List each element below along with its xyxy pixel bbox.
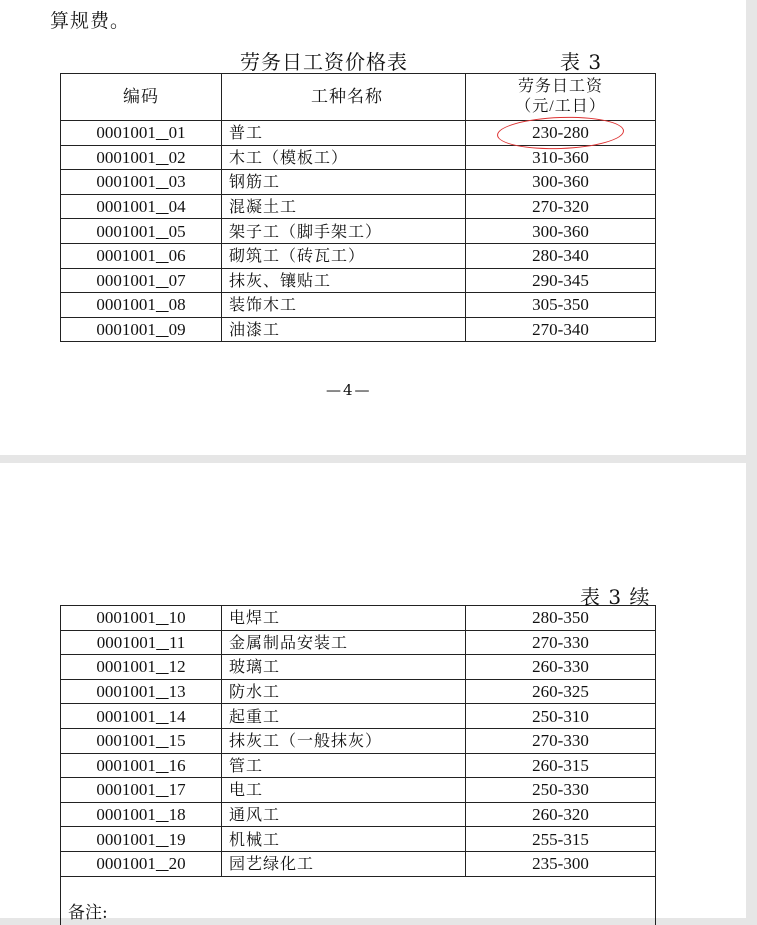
row-code-separator: [156, 756, 169, 775]
row-code-separator: [156, 854, 169, 873]
row-code-separator: [156, 172, 169, 191]
row-daily-wage: 300-360: [466, 219, 656, 244]
row-trade-name: 砌筑工（砖瓦工）: [222, 243, 466, 268]
table-row: [61, 145, 656, 170]
table-row: [61, 268, 656, 293]
table-row: [61, 194, 656, 219]
row-code: [61, 268, 222, 293]
table-row: [61, 317, 656, 342]
row-code-prefix: 0001001: [96, 682, 156, 702]
table-row: [61, 679, 656, 704]
row-code-suffix: 07: [168, 270, 186, 290]
header-wage-line1: 劳务日工资: [517, 78, 603, 95]
row-daily-wage: 290-345: [466, 268, 656, 293]
header-code: 编码: [61, 74, 222, 121]
row-daily-wage: 280-340: [466, 243, 656, 268]
row-code: [61, 194, 222, 219]
row-code-separator: [156, 123, 169, 142]
row-trade-name: 管工: [222, 753, 466, 778]
row-code-separator: [156, 148, 169, 167]
row-code-prefix: 0001001: [96, 172, 156, 192]
row-code-prefix: 0001001: [96, 147, 156, 167]
document-page-1: [0, 0, 746, 455]
row-trade-name: 金属制品安装工: [222, 630, 466, 655]
row-code-suffix: 05: [168, 221, 186, 241]
row-code-separator: [156, 608, 169, 627]
table-row: [61, 728, 656, 753]
table-row: [61, 802, 656, 827]
row-daily-wage: 280-350: [466, 606, 656, 631]
row-code-prefix: 0001001: [96, 854, 156, 874]
note-row: [61, 876, 656, 925]
table-row: [61, 243, 656, 268]
row-code-suffix: 16: [168, 755, 186, 775]
row-daily-wage: 260-320: [466, 802, 656, 827]
row-daily-wage: 235-300: [466, 851, 656, 876]
row-code-prefix: 0001001: [96, 780, 156, 800]
row-code-prefix: 0001001: [96, 270, 156, 290]
row-trade-name: 架子工（脚手架工）: [222, 219, 466, 244]
row-code-prefix: 0001001: [96, 657, 156, 677]
row-code-suffix: 19: [168, 829, 186, 849]
row-trade-name: 机械工: [222, 827, 466, 852]
row-code-separator: [156, 731, 169, 750]
row-trade-name: 园艺绿化工: [222, 851, 466, 876]
row-code-suffix: 02: [168, 147, 186, 167]
row-code: [61, 851, 222, 876]
row-daily-wage: 310-360: [466, 145, 656, 170]
row-code: [61, 778, 222, 803]
table-number-continued: 表 3 续: [580, 585, 651, 609]
row-code-separator: [156, 633, 169, 652]
row-code-suffix: 17: [168, 780, 186, 800]
row-trade-name: 油漆工: [222, 317, 466, 342]
row-code-suffix: 14: [168, 706, 186, 726]
wage-table: [60, 73, 656, 342]
row-trade-name: 装饰木工: [222, 293, 466, 318]
header-name: 工种名称: [222, 74, 466, 121]
table-row: [61, 170, 656, 195]
row-code-separator: [156, 271, 169, 290]
row-code-separator: [156, 320, 169, 339]
table-number: 表 3: [560, 50, 603, 74]
row-code-suffix: 06: [168, 246, 186, 266]
header-wage: [466, 74, 656, 121]
row-code-prefix: 0001001: [96, 805, 156, 825]
page-number: —4—: [326, 381, 372, 399]
row-code-prefix: 0001001: [96, 197, 156, 217]
row-code-prefix: 0001001: [96, 829, 156, 849]
row-code-prefix: 0001001: [96, 295, 156, 315]
row-code-suffix: 12: [168, 657, 186, 677]
table-row: [61, 851, 656, 876]
row-code: [61, 121, 222, 146]
row-code-suffix: 11: [168, 632, 186, 652]
row-code-suffix: 18: [168, 805, 186, 825]
row-code-separator: [156, 657, 169, 676]
row-code: [61, 728, 222, 753]
row-code-suffix: 10: [168, 608, 186, 628]
row-code-separator: [156, 707, 169, 726]
row-trade-name: 通风工: [222, 802, 466, 827]
table-row: [61, 827, 656, 852]
table-row: [61, 778, 656, 803]
row-daily-wage: 270-330: [466, 630, 656, 655]
row-daily-wage: 260-315: [466, 753, 656, 778]
row-daily-wage: 270-320: [466, 194, 656, 219]
row-daily-wage: 230-280: [466, 121, 656, 146]
row-daily-wage: 255-315: [466, 827, 656, 852]
row-code-prefix: 0001001: [96, 632, 157, 652]
row-code: [61, 630, 222, 655]
row-code-suffix: 08: [168, 295, 186, 315]
row-daily-wage: 260-325: [466, 679, 656, 704]
row-trade-name: 电焊工: [222, 606, 466, 631]
header-wage-line2: （元/工日）: [515, 98, 606, 115]
row-daily-wage: 300-360: [466, 170, 656, 195]
wage-table-continued: [60, 605, 656, 925]
row-trade-name: 混凝土工: [222, 194, 466, 219]
note-label: 备注:: [61, 876, 656, 925]
row-daily-wage: 250-330: [466, 778, 656, 803]
row-code-prefix: 0001001: [96, 608, 156, 628]
row-code: [61, 243, 222, 268]
row-trade-name: 钢筋工: [222, 170, 466, 195]
row-code-separator: [156, 222, 169, 241]
row-trade-name: 防水工: [222, 679, 466, 704]
row-code: [61, 170, 222, 195]
row-trade-name: 普工: [222, 121, 466, 146]
row-code-suffix: 04: [168, 197, 186, 217]
row-code-suffix: 20: [168, 854, 186, 874]
row-trade-name: 电工: [222, 778, 466, 803]
table-title: 劳务日工资价格表: [240, 50, 408, 74]
row-code-prefix: 0001001: [96, 221, 156, 241]
table-row: [61, 219, 656, 244]
row-code: [61, 802, 222, 827]
row-daily-wage: 270-330: [466, 728, 656, 753]
row-daily-wage: 270-340: [466, 317, 656, 342]
table-row: [61, 121, 656, 146]
row-code-prefix: 0001001: [96, 706, 156, 726]
row-code-separator: [156, 780, 169, 799]
row-code-prefix: 0001001: [96, 320, 156, 340]
row-code-suffix: 03: [168, 172, 186, 192]
table-row: [61, 606, 656, 631]
row-code: [61, 655, 222, 680]
row-trade-name: 起重工: [222, 704, 466, 729]
table-row: [61, 655, 656, 680]
row-trade-name: 玻璃工: [222, 655, 466, 680]
row-code-suffix: 15: [168, 731, 186, 751]
row-code-suffix: 01: [168, 123, 186, 143]
row-trade-name: 抹灰工（一般抹灰）: [222, 728, 466, 753]
row-code: [61, 827, 222, 852]
row-code-prefix: 0001001: [96, 123, 156, 143]
row-code-separator: [156, 682, 169, 701]
row-daily-wage: 305-350: [466, 293, 656, 318]
row-code-separator: [156, 246, 169, 265]
row-code-separator: [156, 295, 169, 314]
row-code: [61, 679, 222, 704]
row-code: [61, 293, 222, 318]
table-row: [61, 704, 656, 729]
table-header-row: [61, 74, 656, 121]
row-daily-wage: 250-310: [466, 704, 656, 729]
row-code: [61, 753, 222, 778]
row-code-separator: [156, 805, 169, 824]
table-row: [61, 293, 656, 318]
row-code-separator: [156, 197, 169, 216]
row-code-suffix: 09: [168, 320, 186, 340]
row-trade-name: 木工（模板工）: [222, 145, 466, 170]
intro-text: 算规费。: [50, 10, 131, 32]
row-code: [61, 606, 222, 631]
row-code: [61, 704, 222, 729]
table-row: [61, 630, 656, 655]
document-page-2: [0, 463, 746, 923]
row-code: [61, 219, 222, 244]
row-code: [61, 145, 222, 170]
row-code-suffix: 13: [168, 682, 186, 702]
row-code: [61, 317, 222, 342]
row-code-prefix: 0001001: [96, 246, 156, 266]
row-code-separator: [156, 830, 169, 849]
row-code-prefix: 0001001: [96, 731, 156, 751]
table-row: [61, 753, 656, 778]
row-trade-name: 抹灰、镶贴工: [222, 268, 466, 293]
row-code-prefix: 0001001: [96, 755, 156, 775]
row-daily-wage: 260-330: [466, 655, 656, 680]
